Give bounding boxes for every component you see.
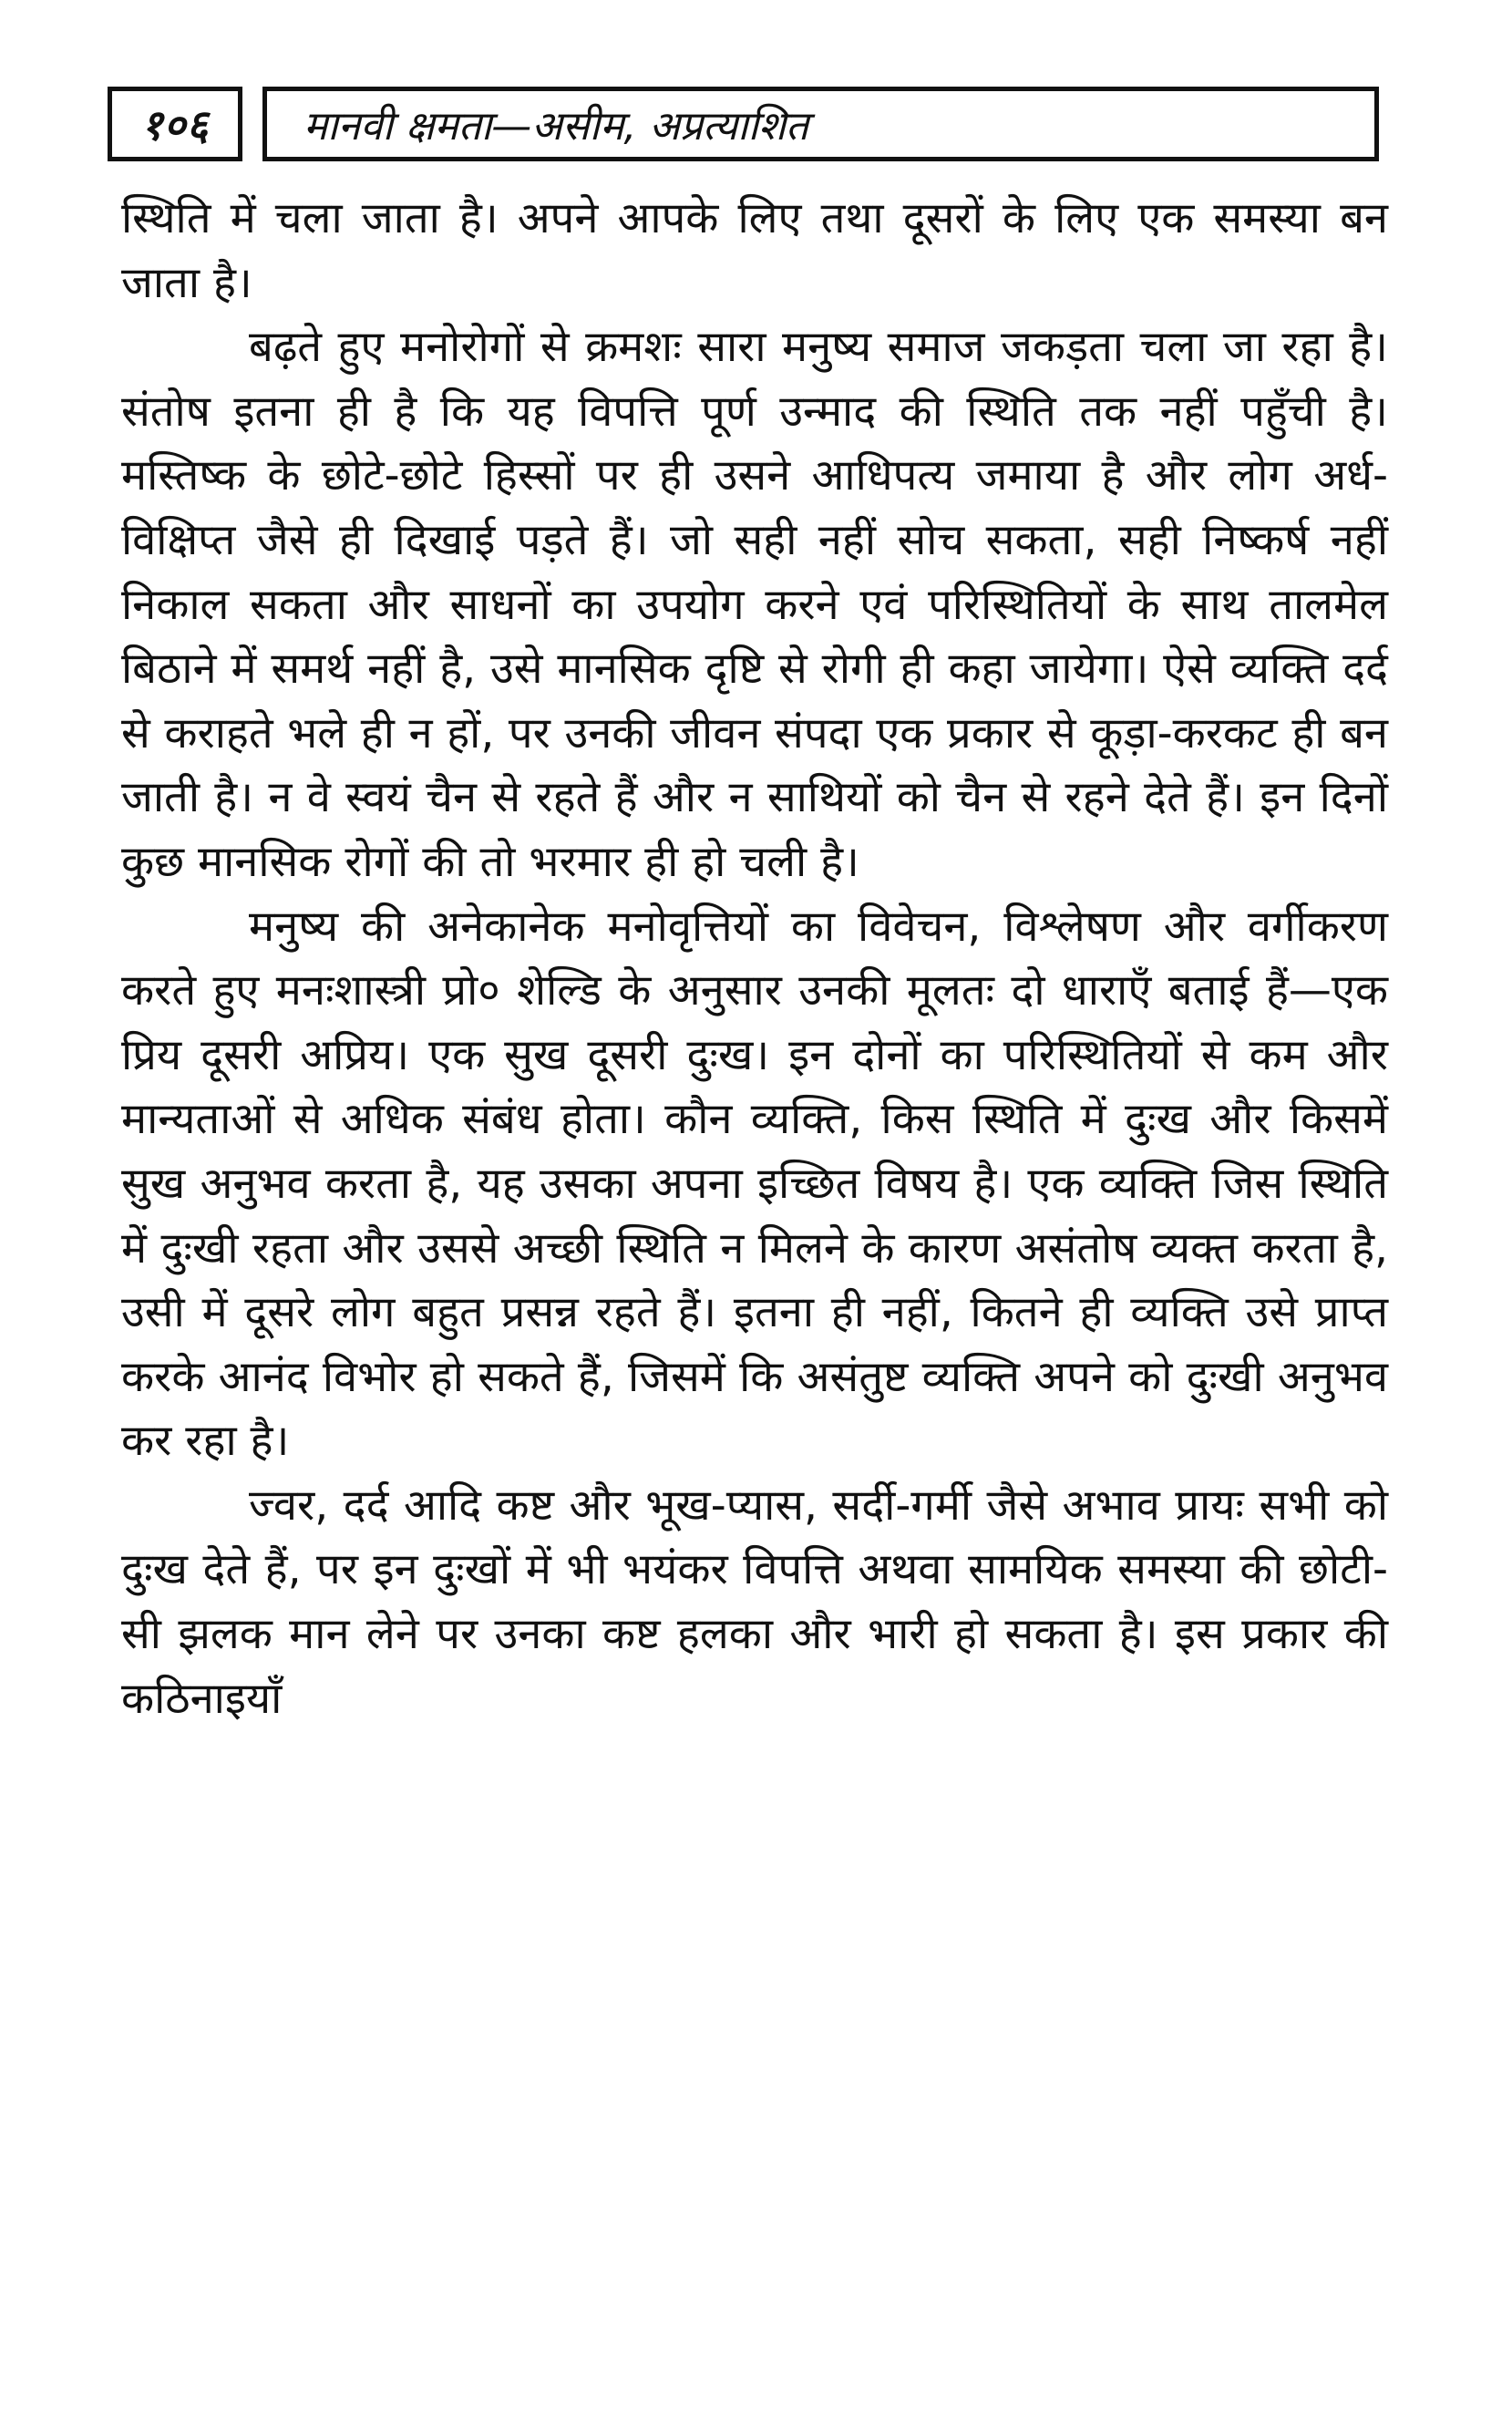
paragraph: बढ़ते हुए मनोरोगों से क्रमशः सारा मनुष्य समाज जकड़ता चला जा रहा है। संतोष इतना ही है कि यह विपत्ति पूर्ण उन्माद की स्थिति तक नहीं पहुँची है। मस्तिष्क के छोटे-छोटे हिस्सों पर ही उसने आधिपत्य जमाया है और लोग अर्ध-विक्षिप्त जैसे ही दिखाई पड़ते हैं। जो सही नहीं सोच सकता, सही निष्कर्ष नहीं निकाल सकता और साधनों का उपयोग करने एवं परिस्थितियों के साथ तालमेल बिठाने में समर्थ नहीं है, उसे मानसिक दृष्टि से रोगी ही कहा जायेगा। ऐसे व्यक्ति दर्द से कराहते भले ही न हों, पर उनकी जीवन संपदा एक प्रकार से कूड़ा-करकट ही बन जाती है। न वे स्वयं चैन से रहते हैं और न साथियों को चैन से रहने देते हैं। इन दिनों कुछ मानसिक रोगों की तो भरमार ही हो चली है। (121, 322, 1388, 887)
page-number: १०६ (108, 87, 242, 161)
paragraph: ज्वर, दर्द आदि कष्ट और भूख-प्यास, सर्दी-गर्मी जैसे अभाव प्रायः सभी को दुःख देते हैं, पर इन दुःखों में भी भयंकर विपत्ति अथवा सामयिक समस्या की छोटी-सी झलक मान लेने पर उनका कष्ट हलका और भारी हो सकता है। इस प्रकार की कठिनाइयाँ (121, 1480, 1388, 1724)
body-text (121, 187, 1388, 1731)
header-spacer (242, 87, 262, 161)
paragraph: मनुष्य की अनेकानेक मनोवृत्तियों का विवेचन, विश्लेषण और वर्गीकरण करते हुए मनःशास्त्री प्रो० शेल्डि के अनुसार उनकी मूलतः दो धाराएँ बताई हैं—एक प्रिय दूसरी अप्रिय। एक सुख दूसरी दुःख। इन दोनों का परिस्थितियों से कम और मान्यताओं से अधिक संबंध होता। कौन व्यक्ति, किस स्थिति में दुःख और किसमें सुख अनुभव करता है, यह उसका अपना इच्छित विषय है। एक व्यक्ति जिस स्थिति में दुःखी रहता और उससे अच्छी स्थिति न मिलने के कारण असंतोष व्यक्त करता है, उसी में दूसरे लोग बहुत प्रसन्न रहते हैं। इतना ही नहीं, कितने ही व्यक्ति उसे प्राप्त करके आनंद विभोर हो सकते हैं, जिसमें कि असंतुष्ट व्यक्ति अपने को दुःखी अनुभव कर रहा है। (121, 901, 1388, 1467)
paragraph-continued: स्थिति में चला जाता है। अपने आपके लिए तथा दूसरों के लिए एक समस्या बन जाता है। (121, 193, 1388, 308)
page-header (108, 87, 1379, 161)
running-title: मानवी क्षमता—असीम, अप्रत्याशित (262, 87, 1379, 161)
